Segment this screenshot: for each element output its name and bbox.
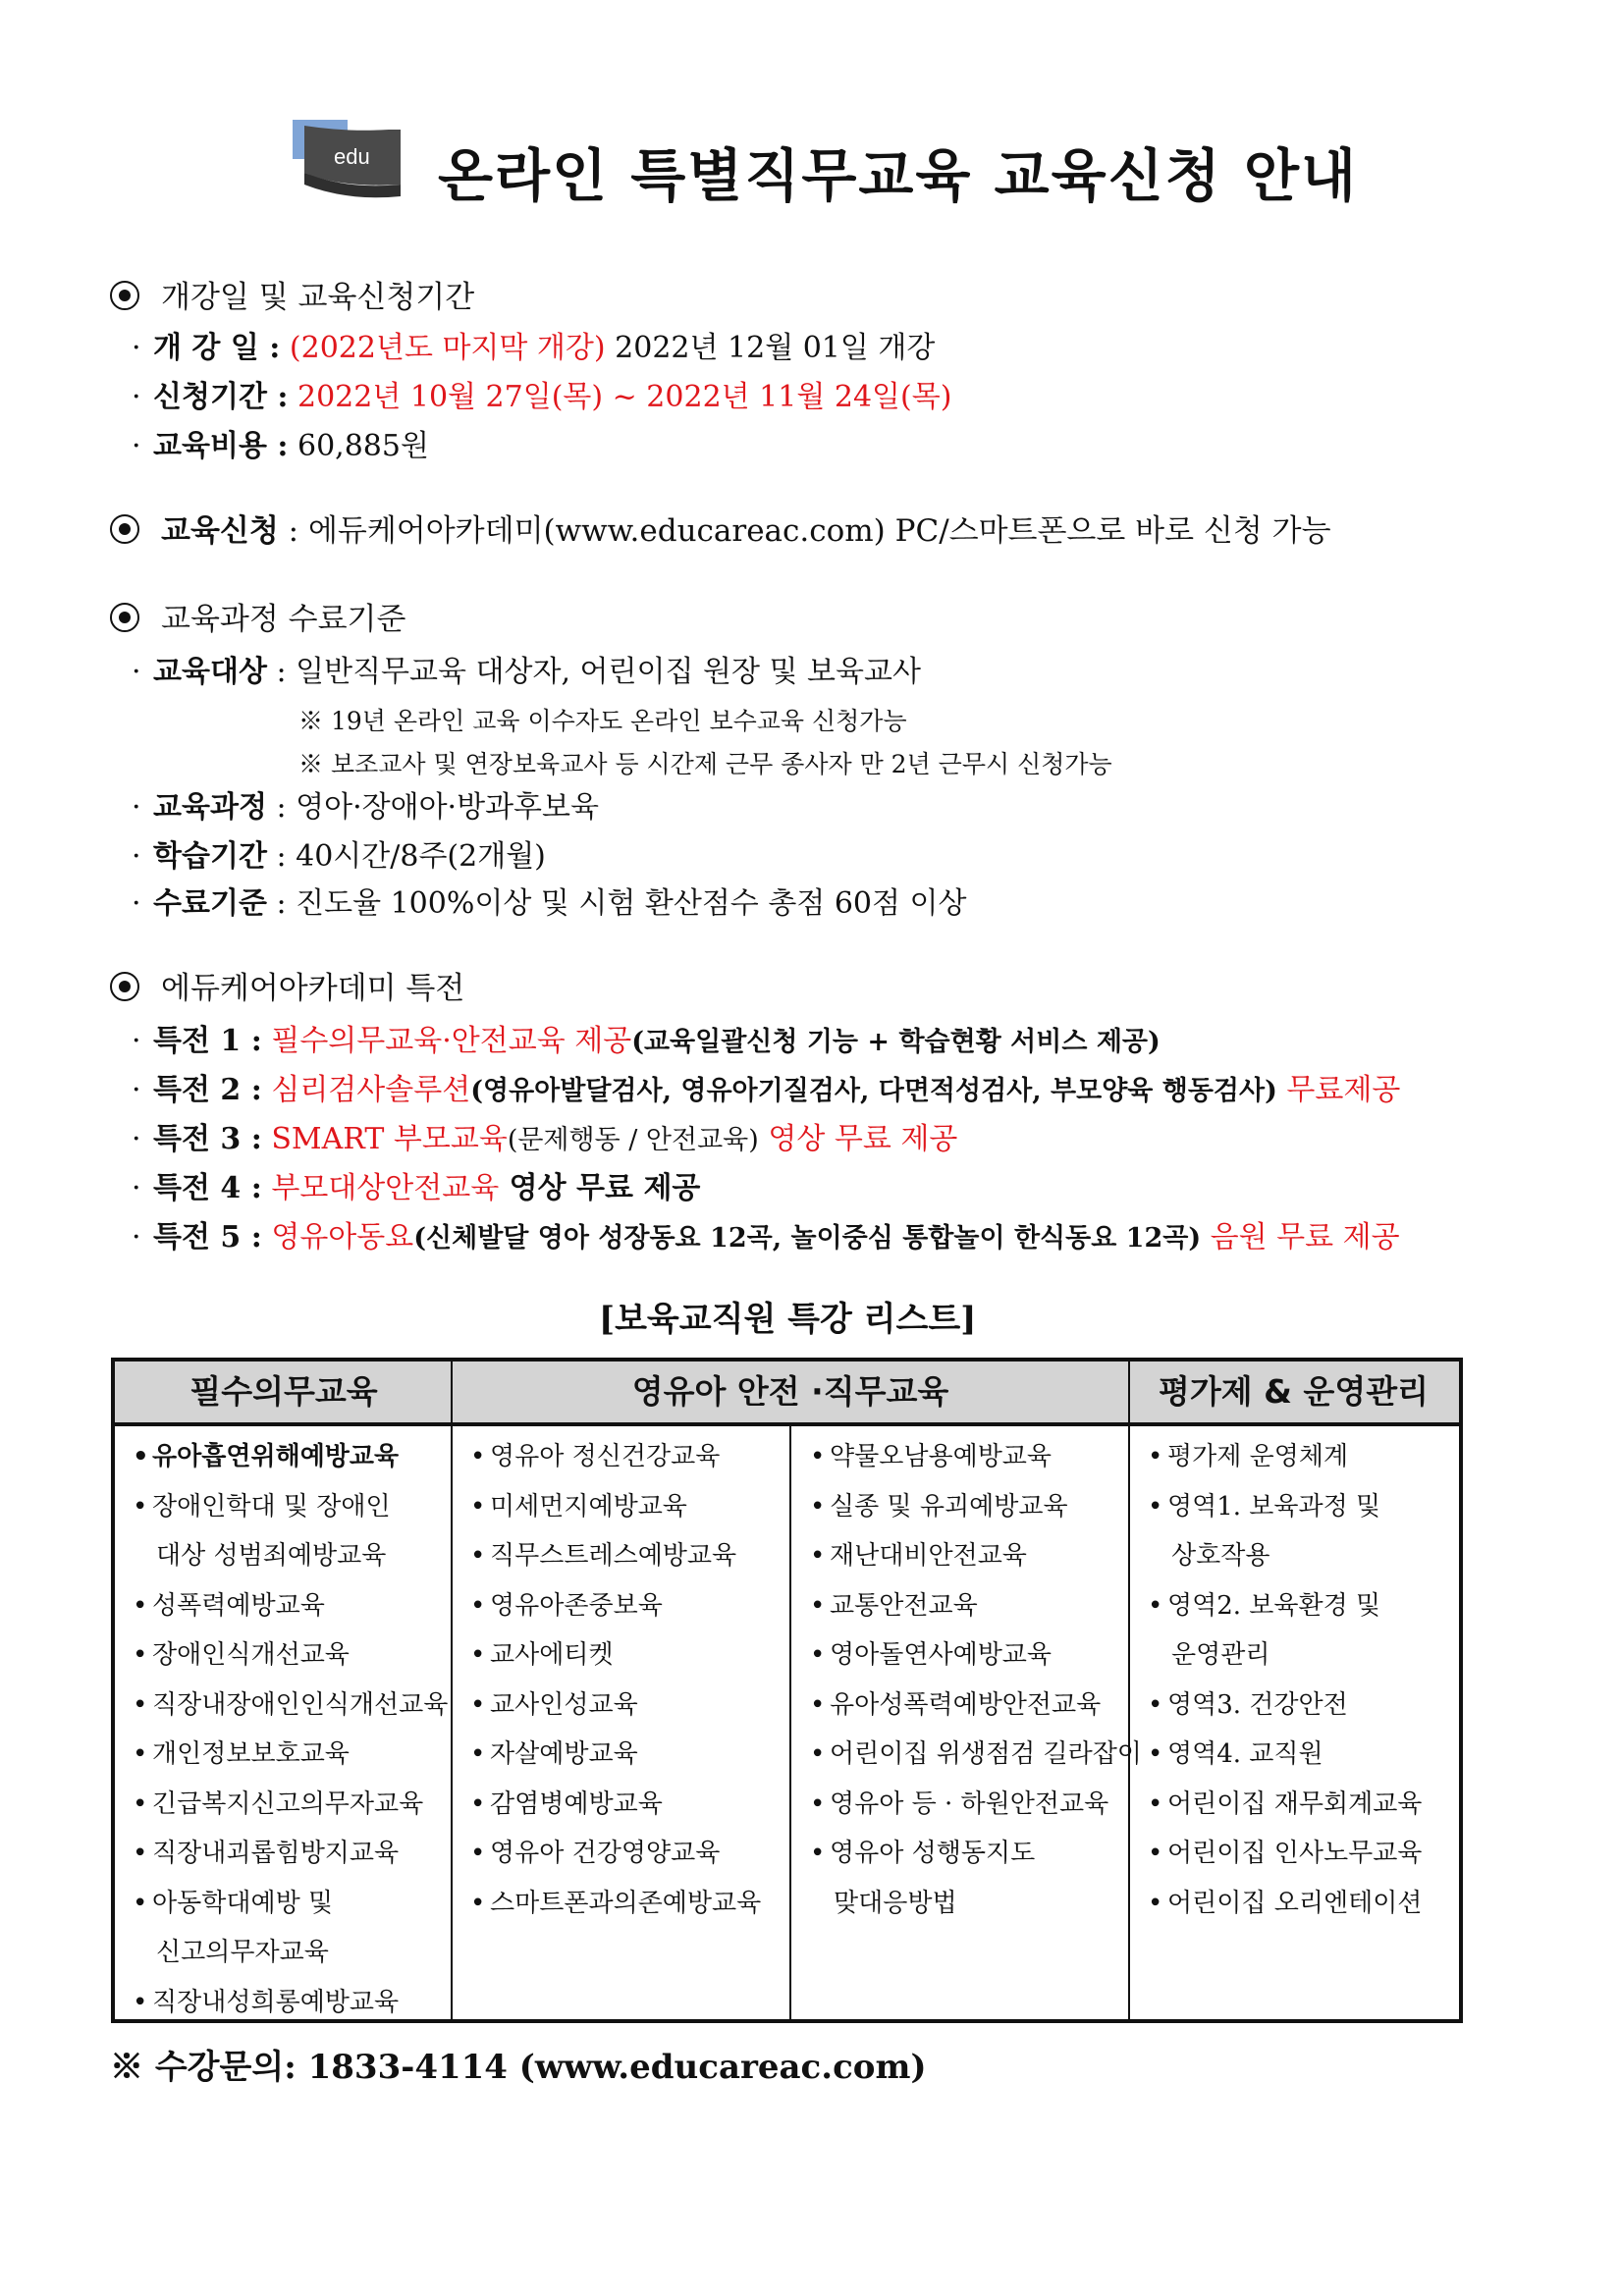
list-item: • 영유아 정신건강교육 xyxy=(470,1432,761,1482)
bullseye-icon xyxy=(110,514,139,544)
duty-course-list xyxy=(810,1432,1142,1928)
list-item: • 아동학대예방 및 xyxy=(133,1879,448,1929)
list-item: 신고의무자교육 xyxy=(156,1938,329,1967)
list-item: • 어린이집 재무회계교육 xyxy=(1148,1780,1422,1830)
section-application-heading: 교육신청 : 에듀케어아카데미(www.educareac.com) PC/스마트폰으로 바로 신청 가능 xyxy=(110,510,1331,552)
benefit-2: · 특전 2 : 심리검사솔루션(영유아발달검사, 영유아기질검사, 다면적성검사, 부모양육 행동검사) 무료제공 xyxy=(132,1073,1401,1107)
evaluation-course-list xyxy=(1148,1432,1422,1928)
list-item: • 평가제 운영체계 xyxy=(1148,1432,1422,1482)
section-schedule-heading: 개강일 및 교육신청기간 xyxy=(110,277,474,318)
list-item: • 직장내장애인인식개선교육 xyxy=(133,1681,448,1731)
list-item: • 영역4. 교직원 xyxy=(1148,1730,1422,1780)
list-item: • 영유아 등 · 하원안전교육 xyxy=(810,1780,1142,1830)
benefit-1: · 특전 1 : 필수의무교육·안전교육 제공(교육일괄신청 기능 + 학습현황 서비스 제공) xyxy=(132,1024,1161,1058)
list-item: • 교사인성교육 xyxy=(470,1681,761,1731)
list-item: • 영역2. 보육환경 및 xyxy=(1148,1581,1422,1631)
list-item: • 장애인식개선교육 xyxy=(133,1630,448,1681)
note-line-2: ※ 보조교사 및 연장보육교사 등 시간제 근무 종사자 만 2년 근무시 신청가능 xyxy=(298,750,1112,778)
list-item: • 유아성폭력예방안전교육 xyxy=(810,1681,1142,1731)
list-item: • 직장내성희롱예방교육 xyxy=(133,1978,448,2028)
column-divider xyxy=(789,1422,791,2019)
criteria-line: · 수료기준 : 진도율 100%이상 및 시험 환산점수 총점 60점 이상 xyxy=(132,886,967,921)
header-safety-duty: 영유아 안전 ·직무교육 xyxy=(631,1372,949,1411)
list-item: 맞대응방법 xyxy=(834,1888,957,1918)
lecture-table xyxy=(111,1358,1463,2023)
list-item: • 어린이집 오리엔테이션 xyxy=(1148,1879,1422,1929)
list-item: • 어린이집 위생점검 길라잡이 xyxy=(810,1730,1142,1780)
mandatory-course-list xyxy=(133,1432,448,2027)
benefit-3: · 특전 3 : SMART 부모교육(문제행동 / 안전교육) 영상 무료 제공 xyxy=(132,1122,958,1156)
note-line-1: ※ 19년 온라인 교육 이수자도 온라인 보수교육 신청가능 xyxy=(298,707,907,735)
list-item: • 재난대비안전교육 xyxy=(810,1531,1142,1581)
cost-line: · 교육비용 : 60,885원 xyxy=(132,429,429,463)
list-item: • 직장내괴롭힘방지교육 xyxy=(133,1829,448,1879)
page-title: 온라인 특별직무교육 교육신청 안내 xyxy=(438,142,1358,209)
course-line: · 교육과정 : 영아·장애아·방과후보육 xyxy=(132,790,599,825)
list-item: • 실종 및 유괴예방교육 xyxy=(810,1482,1142,1532)
list-item: • 자살예방교육 xyxy=(470,1730,761,1780)
edu-logo xyxy=(291,116,412,200)
bullseye-icon xyxy=(110,281,139,310)
section-course-heading: 교육과정 수료기준 xyxy=(110,599,405,640)
list-item: • 교통안전교육 xyxy=(810,1581,1142,1631)
open-date-line: · 개 강 일 : (2022년도 마지막 개강) 2022년 12월 01일 개강 xyxy=(132,331,936,365)
list-item: • 영유아 건강영양교육 xyxy=(470,1829,761,1879)
lecture-list-title: [보육교직원 특강 리스트] xyxy=(599,1300,977,1339)
list-item: • 영아돌연사예방교육 xyxy=(810,1630,1142,1681)
list-item: • 개인정보보호교육 xyxy=(133,1730,448,1780)
list-item: • 유아흡연위해예방교육 xyxy=(133,1432,448,1482)
list-item: 대상 성범죄예방교육 xyxy=(156,1541,387,1571)
list-item: • 미세먼지예방교육 xyxy=(470,1482,761,1532)
list-item: • 어린이집 인사노무교육 xyxy=(1148,1829,1422,1879)
list-item: • 약물오남용예방교육 xyxy=(810,1432,1142,1482)
list-item: 운영관리 xyxy=(1171,1640,1270,1670)
safety-course-list xyxy=(470,1432,761,1928)
benefit-4: · 특전 4 : 부모대상안전교육 영상 무료 제공 xyxy=(132,1171,701,1205)
column-divider xyxy=(451,1362,453,2019)
list-item: • 영유아 성행동지도 xyxy=(810,1829,1142,1879)
list-item: • 감염병예방교육 xyxy=(470,1780,761,1830)
list-item: • 스마트폰과의존예방교육 xyxy=(470,1879,761,1929)
application-period-line: · 신청기간 : 2022년 10월 27일(목) ~ 2022년 11월 24일(목) xyxy=(132,380,952,414)
section-benefits-heading: 에듀케어아카데미 특전 xyxy=(110,968,464,1009)
benefit-5: · 특전 5 : 영유아동요(신체발달 영아 성장동요 12곡, 놀이중심 통합놀이 한식동요 12곡) 음원 무료 제공 xyxy=(132,1220,1400,1255)
contact-info: ※ 수강문의: 1833-4114 (www.educareac.com) xyxy=(110,2048,927,2087)
list-item: • 직무스트레스예방교육 xyxy=(470,1531,761,1581)
table-header xyxy=(115,1362,1459,1426)
header-mandatory: 필수의무교육 xyxy=(189,1372,378,1411)
list-item: • 영역1. 보육과정 및 xyxy=(1148,1482,1422,1532)
list-item: • 영역3. 건강안전 xyxy=(1148,1681,1422,1731)
target-line: · 교육대상 : 일반직무교육 대상자, 어린이집 원장 및 보육교사 xyxy=(132,655,921,689)
list-item: • 영유아존중보육 xyxy=(470,1581,761,1631)
list-item: • 긴급복지신고의무자교육 xyxy=(133,1780,448,1830)
list-item: • 성폭력예방교육 xyxy=(133,1581,448,1631)
list-item: • 교사에티켓 xyxy=(470,1630,761,1681)
list-item: • 장애인학대 및 장애인 xyxy=(133,1482,448,1532)
header-evaluation: 평가제 & 운영관리 xyxy=(1159,1372,1429,1411)
bullseye-icon xyxy=(110,972,139,1001)
list-item: 상호작용 xyxy=(1171,1541,1270,1571)
logo-text: edu xyxy=(334,144,370,169)
bullseye-icon xyxy=(110,603,139,632)
duration-line: · 학습기간 : 40시간/8주(2개월) xyxy=(132,839,546,874)
